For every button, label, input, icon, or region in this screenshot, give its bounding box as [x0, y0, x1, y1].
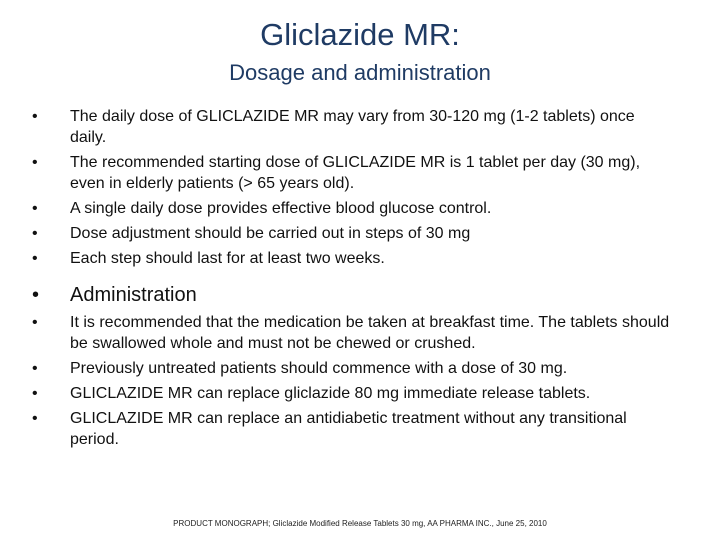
- bullet-icon: •: [32, 385, 38, 402]
- list-item-text: The daily dose of GLICLAZIDE MR may vary from 30-120 mg (1-2 tablets) once daily.: [70, 108, 635, 146]
- administration-list: [20, 312, 670, 454]
- bullet-icon: •: [32, 284, 40, 306]
- list-item: [20, 383, 670, 404]
- source-footer: PRODUCT MONOGRAPH; Gliclazide Modified Release Tablets 30 mg, AA PHARMA INC., June 25, 2010: [173, 519, 547, 528]
- bullet-icon: •: [32, 410, 38, 427]
- section-heading-text: Administration: [70, 284, 197, 306]
- list-item: [20, 358, 670, 379]
- list-item: [20, 106, 670, 148]
- list-item: [20, 248, 670, 269]
- list-item: [20, 198, 670, 219]
- list-item-text: Previously untreated patients should commence with a dose of 30 mg.: [70, 360, 568, 377]
- list-item: [20, 312, 670, 354]
- slide-subtitle: Dosage and administration: [229, 60, 491, 85]
- dosage-list: [20, 106, 670, 273]
- list-item-text: The recommended starting dose of GLICLAZIDE MR is 1 tablet per day (30 mg), even in elderly patients (> 65 years old).: [70, 154, 641, 192]
- list-item: [20, 152, 670, 194]
- bullet-icon: •: [32, 200, 38, 217]
- slide-title: Gliclazide MR:: [260, 17, 460, 52]
- bullet-icon: •: [32, 108, 38, 125]
- bullet-icon: •: [32, 250, 38, 267]
- list-item-text: Each step should last for at least two weeks.: [70, 250, 385, 267]
- bullet-icon: •: [32, 360, 38, 377]
- list-item: [20, 223, 670, 244]
- bullet-icon: •: [32, 314, 38, 331]
- list-item: [20, 408, 670, 450]
- list-item-text: GLICLAZIDE MR can replace gliclazide 80 mg immediate release tablets.: [70, 385, 591, 402]
- list-item-text: It is recommended that the medication be taken at breakfast time. The tablets should be swallowed whole and must not be chewed or crushed.: [70, 314, 670, 352]
- list-item-text: A single daily dose provides effective blood glucose control.: [70, 200, 492, 217]
- list-item-text: GLICLAZIDE MR can replace an antidiabetic treatment without any transitional period.: [70, 410, 627, 448]
- list-item-text: Dose adjustment should be carried out in steps of 30 mg: [70, 225, 471, 242]
- bullet-icon: •: [32, 225, 38, 242]
- bullet-icon: •: [32, 154, 38, 171]
